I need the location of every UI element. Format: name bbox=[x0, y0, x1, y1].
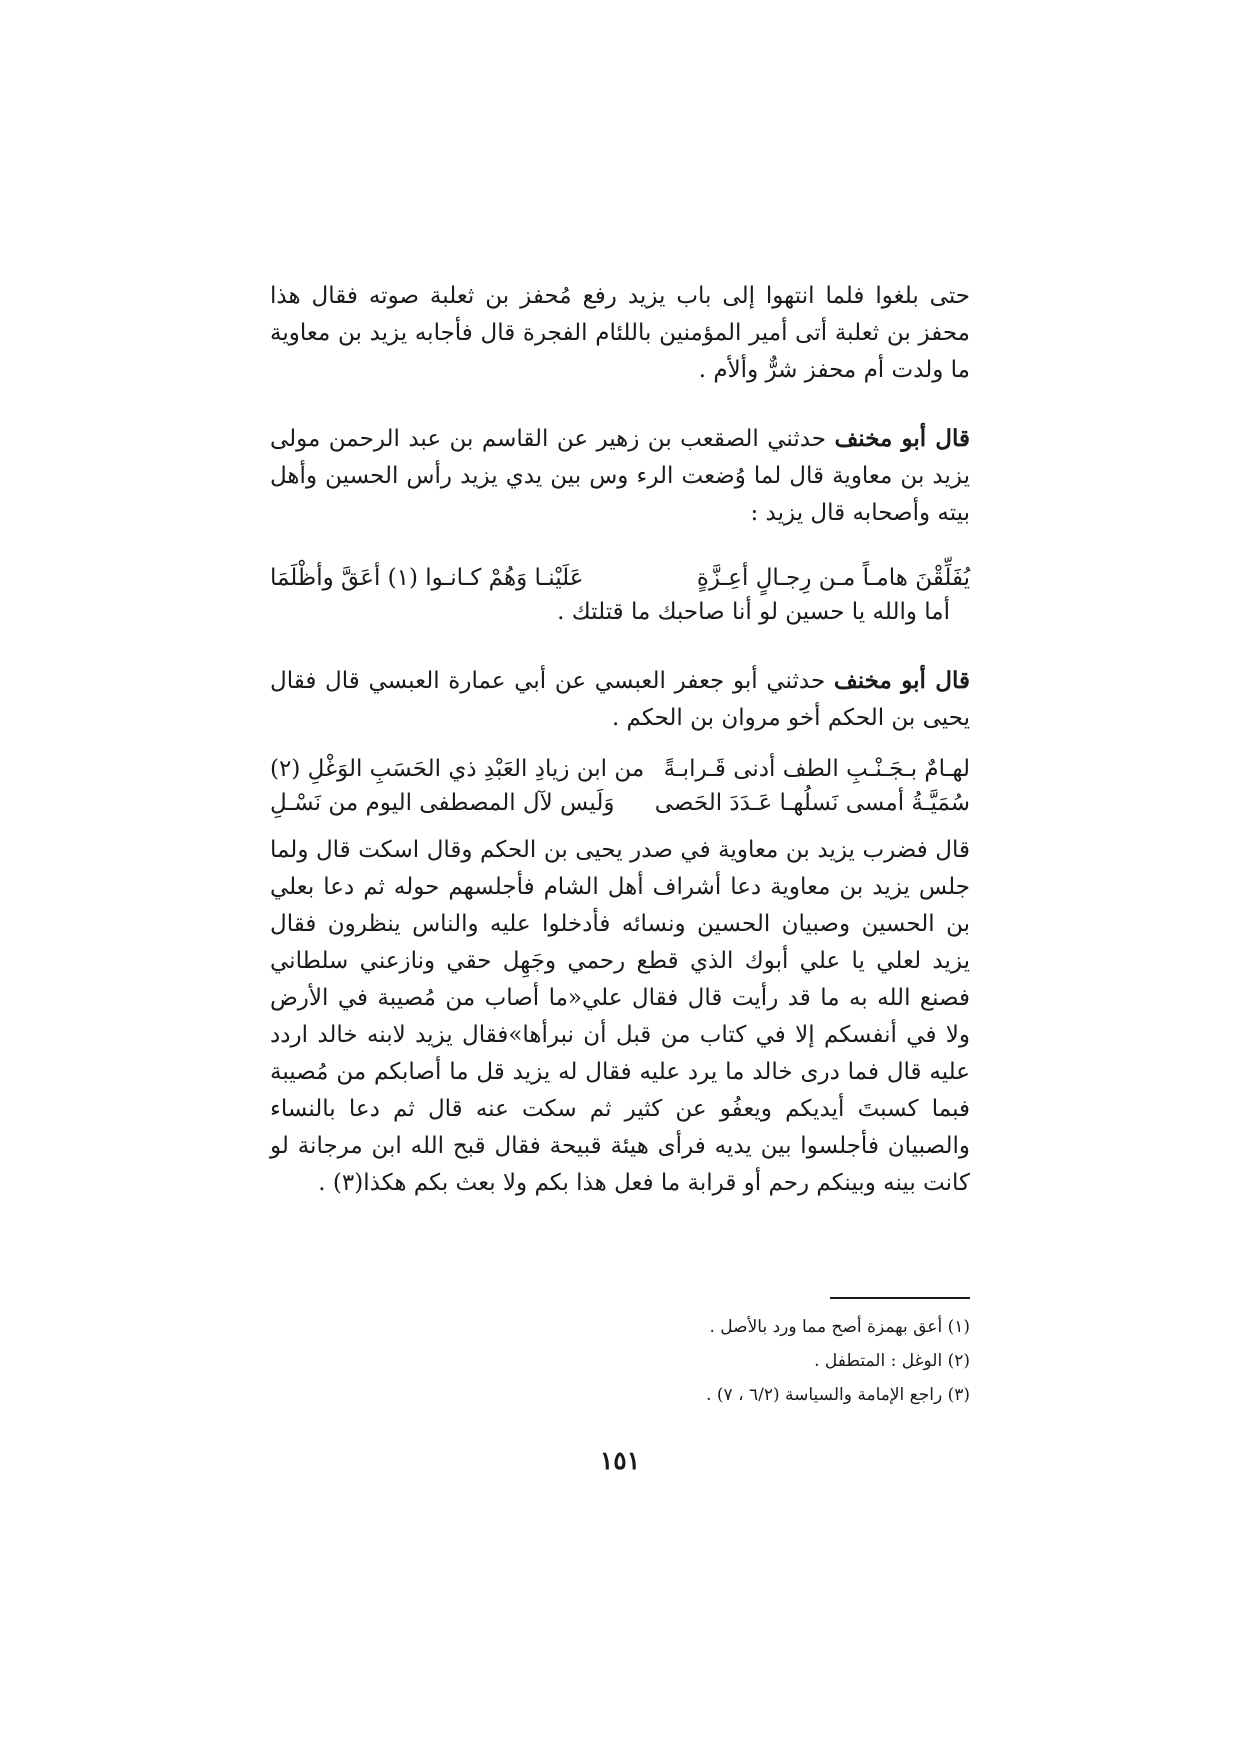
page-number: ١٥١ bbox=[599, 1446, 641, 1475]
after-poem-1: أما والله يا حسين لو أنا صاحبك ما قتلتك . bbox=[557, 599, 950, 625]
paragraph-2-text bbox=[270, 420, 970, 532]
paragraph-3 bbox=[270, 662, 970, 737]
paragraph-2-lead: قال أبو مخنف bbox=[834, 425, 970, 452]
poem-1-hemistich-1: يُفَلِّقْنَ هامـاً مـن رِجـالٍ أعِـزَّةٍ bbox=[696, 565, 970, 591]
paragraph-4-text: قال فضرب يزيد بن معاوية في صدر يحيى بن الحكم وقال اسكت قال ولما جلس يزيد بن معاوية دعا أشراف أهل الشام فأجلسهم حوله ثم دعا بعلي بن الحسين وصبيان الحسين ونسائه فأدخلوا عليه والناس ينظرون فقال يزيد لعلي يا علي أبوك الذي قطع رحمي وجَهِل حقي ونازعني سلطاني فصنع الله به ما قد رأيت قال فقال علي«ما أصاب من مُصيبة في الأرض ولا في أنفسكم إلا في كتاب من قبل أن نبرأها»فقال يزيد لابنه خالد اردد عليه قال فما درى خالد ما يرد عليه فقال له يزيد قل ما أصابكم من مُصيبة فبما كسبتَ أيديكم ويعفُو عن كثير ثم سكت عنه قال ثم دعا بالنساء والصبيان فأجلسوا بين يديه فرأى هيئة قبيحة فقال قبح الله ابن مرجانة لو كانت بينه وبينكم رحم أو قرابة ما فعل هذا بكم ولا بعث بكم هكذا(٣) . bbox=[270, 837, 970, 1196]
footnote-2: (٢) الوغل : المتطفل . bbox=[814, 1351, 970, 1371]
poem-1-hemistich-2: عَلَيْنـا وَهُمْ كـانـوا (١) أعَقَّ وأظْلَمَا bbox=[270, 565, 584, 591]
paragraph-3-body: حدثني أبو جعفر العبسي عن أبي عمارة العبسي قال فقال يحيى بن الحكم أخو مروان بن الحكم . bbox=[270, 668, 970, 731]
poem-2-line-2-hemistich-1: سُمَيَّـةُ أمسى نَسلُهـا عَـدَدَ الحَصى bbox=[654, 790, 970, 816]
paragraph-1-text: حتى بلغوا فلما انتهوا إلى باب يزيد رفع مُحفز بن ثعلبة صوته فقال هذا محفز بن ثعلبة أتى أمير المؤمنين باللئام الفجرة قال فأجابه يزيد بن معاوية ما ولدت أم محفز شرٌّ وألأم . bbox=[270, 283, 970, 383]
footnote-1: (١) أعق بهمزة أصح مما ورد بالأصل . bbox=[709, 1317, 970, 1337]
paragraph-4 bbox=[270, 832, 970, 1202]
poem-2-line-2-hemistich-2: وَلَيس لآل المصطفى اليوم من نَسْـلِ bbox=[270, 790, 615, 816]
paragraph-3-lead: قال أبو مخنف bbox=[833, 667, 970, 694]
poem-1 bbox=[270, 561, 970, 629]
poem-2-line-1-hemistich-1: لهـامٌ بـجَـنْـبِ الطف أدنى قَـرابـةً bbox=[663, 756, 970, 782]
poem-1-line bbox=[270, 561, 970, 595]
poem-2-line-1-hemistich-2: من ابن زيادِ العَبْدِ ذي الحَسَبِ الوَغْلِ (٢) bbox=[270, 756, 645, 782]
footnote-3: (٣) راجع الإمامة والسياسة (٦/٢ ، ٧) . bbox=[706, 1385, 970, 1405]
paragraph-1 bbox=[270, 278, 970, 389]
footnote-divider bbox=[830, 1297, 970, 1299]
poem-2-line-2 bbox=[270, 786, 970, 820]
poem-2 bbox=[270, 752, 970, 820]
poem-2-line-1 bbox=[270, 752, 970, 786]
paragraph-3-text bbox=[270, 662, 970, 737]
paragraph-2 bbox=[270, 420, 970, 532]
paragraph-2-body: حدثني الصقعب بن زهير عن القاسم بن عبد الرحمن مولى يزيد بن معاوية قال لما وُضعت الرء وس بين يدي يزيد رأس الحسين وأهل بيته وأصحابه قال يزيد : bbox=[270, 426, 970, 526]
footnotes bbox=[600, 1310, 970, 1412]
